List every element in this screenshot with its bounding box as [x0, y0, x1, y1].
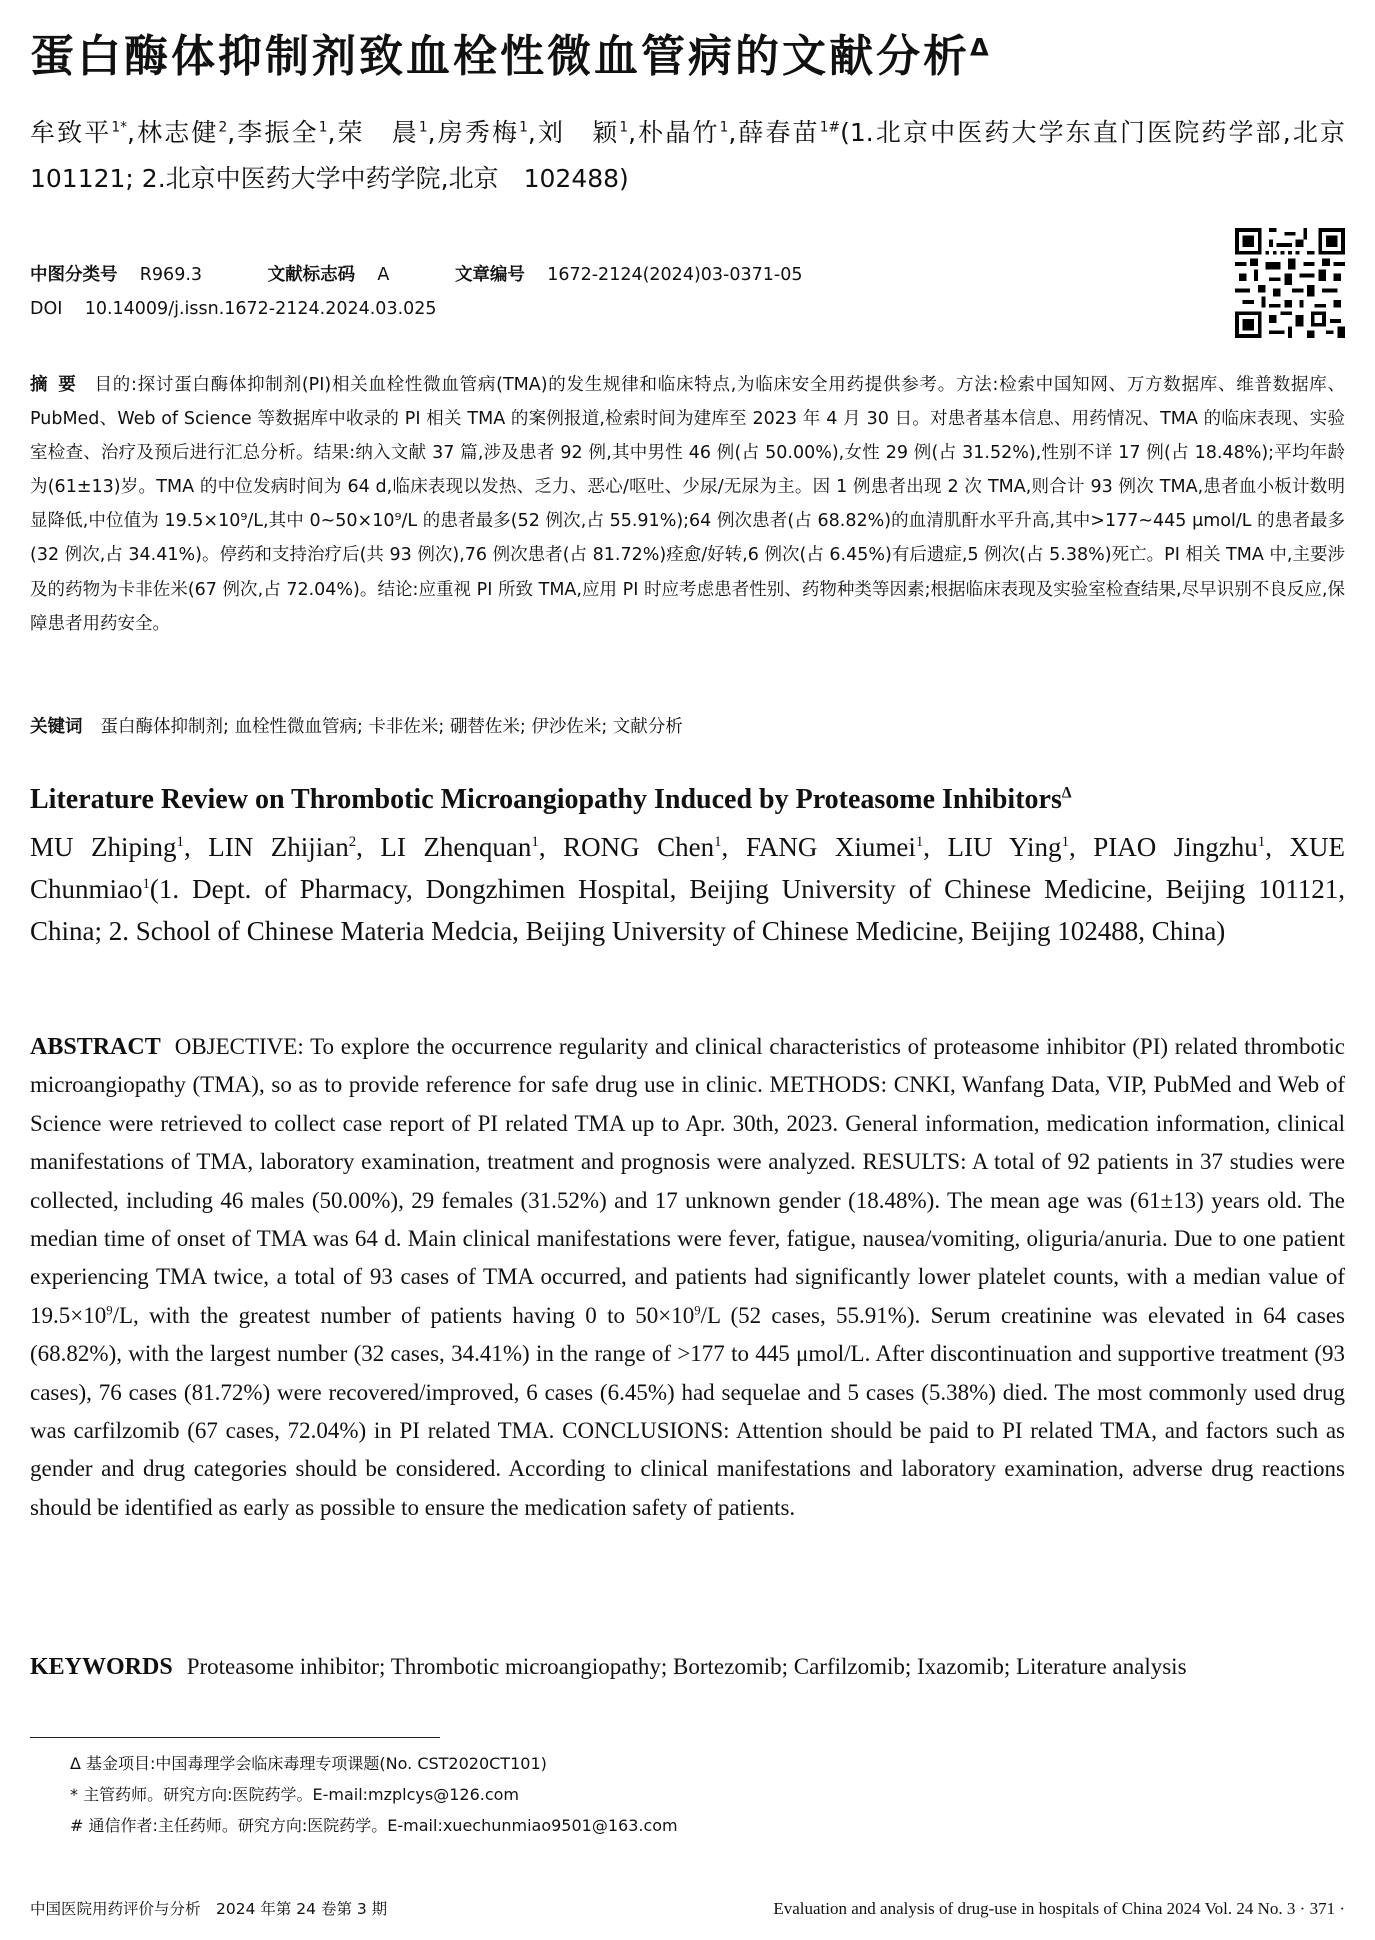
- footnote-corresponding-author: # 通信作者:主任药师。研究方向:医院药学。E-mail:xuechunmiao9501@163.com: [70, 1816, 678, 1835]
- chinese-abstract-text: 目的:探讨蛋白酶体抑制剂(PI)相关血栓性微血管病(TMA)的发生规律和临床特点,为临床安全用药提供参考。方法:检索中国知网、万方数据库、维普数据库、PubMed、Web of Science 等数据库中收录的 PI 相关 TMA 的案例报道,检索时间为建库至 2023 年 4 月 30 日。对患者基本信息、用药情况、TMA 的临床表现、实验室检查、治疗及预后进行汇总分析。结果:纳入文献 37 篇,涉及患者 92 例,其中男性 46 例(占 50.00%),女性 29 例(占 31.52%),性别不详 17 例(占 18.48%);平均年龄为(61±13)岁。TMA 的中位发病时间为 64 d,临床表现以发热、乏力、恶心/呕吐、少尿/无尿为主。因 1 例患者出现 2 次 TMA,则合计 93 例次 TMA,患者血小板计数明显降低,中位值为 19.5×10⁹/L,其中 0~50×10⁹/L 的患者最多(52 例次,占 55.91%);64 例次患者(占 68.82%)的血清肌酐水平升高,其中>177~445 μmol/L 的患者最多(32 例次,占 34.41%)。停药和支持治疗后(共 93 例次),76 例次患者(占 81.72%)痊愈/好转,6 例次(占 6.45%)有后遗症,5 例次(占 5.38%)死亡。PI 相关 TMA 中,主要涉及的药物为卡非佐米(67 例次,占 72.04%)。结论:应重视 PI 所致 TMA,应用 PI 时应考虑患者性别、药物种类等因素;根据临床表现及实验室检查结果,尽早识别不良反应,保障患者用药安全。: [30, 375, 1346, 634]
- chinese-title-text: 蛋白酶体抑制剂致血栓性微血管病的文献分析: [30, 31, 970, 82]
- footnote-fund: Δ 基金项目:中国毒理学会临床毒理专项课题(No. CST2020CT101): [70, 1754, 547, 1773]
- chinese-abstract: [30, 368, 1345, 641]
- english-abstract: [30, 1028, 1345, 1527]
- doi-row: [30, 292, 1180, 326]
- class-value: R969.3: [139, 265, 203, 285]
- english-keywords-label: KEYWORDS: [30, 1654, 173, 1680]
- footnote-divider: [30, 1737, 440, 1738]
- article-metadata: [30, 258, 1180, 326]
- footer-journal-en: Evaluation and analysis of drug-use in hospitals of China 2024 Vol. 24 No. 3 · 371 ·: [773, 1899, 1345, 1918]
- article-no-label: 文章编号: [454, 265, 525, 285]
- chinese-keywords-label: 关键词: [30, 717, 83, 737]
- english-abstract-text: OBJECTIVE: To explore the occurrence regularity and clinical characteristics of proteasome inhibitor (PI) related thrombotic microangiopathy (TMA), so as to provide reference for safe drug use in clinic. METHODS: CNKI, Wanfang Data, VIP, PubMed and Web of Science were retrieved to collect case report of PI related TMA up to Apr. 30th, 2023. General information, medication information, clinical manifestations of TMA, laboratory examination, treatment and prognosis were analyzed. RESULTS: A total of 92 patients in 37 studies were collected, including 46 males (50.00%), 29 females (31.52%) and 17 unknown gender (18.48%). The mean age was (61±13) years old. The median time of onset of TMA was 64 d. Main clinical manifestations were fever, fatigue, nausea/vomiting, oliguria/anuria. Due to one patient experiencing TMA twice, a total of 93 cases of TMA occurred, and patients had significantly lower platelet counts, with a median value of $19.5\times 10^9/L$, with the greatest number of patients having 0 to $50\times 10^9/L$ (52 cases, 55.91%). Serum creatinine was elevated in 64 cases (68.82%), with the largest number (32 cases, 34.41%) in the range of >177 to 445 μmol/L. After discontinuation and supportive treatment (93 cases), 76 cases (81.72%) were recovered/improved, 6 cases (6.45%) had sequelae and 5 cases (5.38%) died. The most commonly used drug was carfilzomib (67 cases, 72.04%) in PI related TMA. CONCLUSIONS: Attention should be paid to PI related TMA, and factors such as gender and drug categories should be considered. According to clinical manifestations and laboratory examination, adverse drug reactions should be identified as early as possible to ensure the medication safety of patients.: [30, 1034, 1346, 1520]
- english-keywords-text: Proteasome inhibitor; Thrombotic microangiopathy; Bortezomib; Carfilzomib; Ixazomib; Literature analysis: [186, 1654, 1187, 1679]
- chinese-abstract-label: 摘要: [30, 375, 87, 395]
- chinese-keywords-text: 蛋白酶体抑制剂; 血栓性微血管病; 卡非佐米; 硼替佐米; 伊沙佐米; 文献分析: [100, 717, 683, 737]
- english-title-text: Literature Review on Thrombotic Microangiopathy Induced by Proteasome Inhibitors: [30, 784, 1062, 815]
- doc-code-label: 文献标志码: [267, 265, 356, 285]
- classification-row: [30, 258, 1180, 292]
- page-footer: [30, 1894, 1345, 1924]
- qr-code-icon[interactable]: [1235, 228, 1345, 338]
- footnotes: [70, 1748, 1270, 1841]
- chinese-authors: 牟致平$^{1*}$,林志健$^2$,李振全$^1$,荣 晨$^1$,房秀梅$^1$,刘 颖$^1$,朴晶竹$^1$,薛春苗$^{1\#}$(1.北京中医药大学东直门医院药学部,北京 101121; 2.北京中医药大学中药学院,北京 102488): [30, 118, 1370, 193]
- footnote-first-author: * 主管药师。研究方向:医院药学。E-mail:mzplcys@126.com: [70, 1785, 520, 1804]
- english-authors: MU Zhiping$^1$, LIN Zhijian$^2$, LI Zhenquan$^1$, RONG Chen$^1$, FANG Xiumei$^1$, LIU Ying$^1$, PIAO Jingzhu$^1$, XUE Chunmiao$^1$(1. Dept. of Pharmacy, Dongzhimen Hospital, Beijing University of Chinese Medicine, Beijing 101121, China; 2. School of Chinese Materia Medcia, Beijing University of Chinese Medicine, Beijing 102488, China): [30, 832, 1345, 946]
- article-no-value: 1672-2124(2024)03-0371-05: [547, 265, 803, 285]
- english-abstract-label: ABSTRACT: [30, 1034, 161, 1060]
- doc-code-value: A: [377, 265, 390, 285]
- footer-journal-cn: 中国医院用药评价与分析 2024 年第 24 卷第 3 期: [30, 1900, 388, 1918]
- english-title-fund-mark: Δ: [1061, 784, 1072, 802]
- chinese-title: [30, 22, 1350, 92]
- class-label: 中图分类号: [30, 265, 118, 285]
- english-title: [30, 780, 1350, 820]
- english-keywords: [30, 1648, 1345, 1686]
- doi-label: DOI: [30, 299, 63, 319]
- chinese-keywords: [30, 710, 1345, 744]
- doi-value[interactable]: 10.14009/j.issn.1672-2124.2024.03.025: [84, 299, 437, 319]
- chinese-title-fund-mark: Δ: [970, 33, 992, 62]
